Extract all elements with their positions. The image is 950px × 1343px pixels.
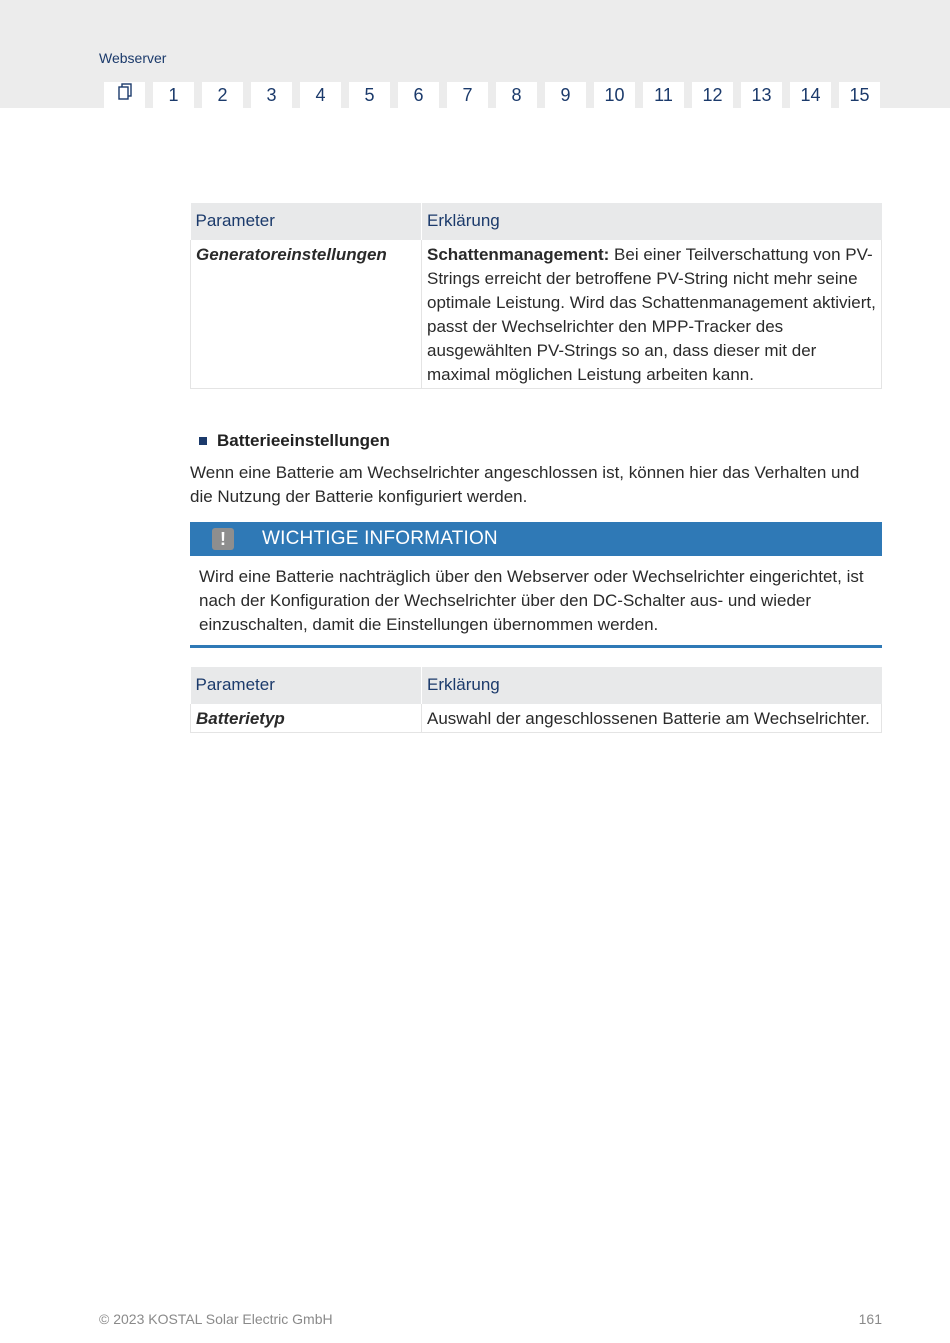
info-divider	[190, 645, 882, 648]
tab-chapter-15[interactable]: 15	[839, 82, 880, 108]
column-header-explanation: Erklärung	[422, 203, 882, 240]
column-header-parameter: Parameter	[191, 667, 422, 704]
tab-chapter-7[interactable]: 7	[447, 82, 488, 108]
column-header-parameter: Parameter	[191, 203, 422, 240]
tab-chapter-11[interactable]: 11	[643, 82, 684, 108]
chapter-tabs	[104, 82, 880, 108]
generator-settings-table	[190, 203, 882, 389]
parameter-name: Generatoreinstellungen	[191, 240, 422, 389]
parameter-name: Batterietyp	[191, 704, 422, 733]
tab-chapter-10[interactable]: 10	[594, 82, 635, 108]
tab-chapter-14[interactable]: 14	[790, 82, 831, 108]
tab-chapter-12[interactable]: 12	[692, 82, 733, 108]
tab-chapter-13[interactable]: 13	[741, 82, 782, 108]
exclamation-icon: !	[212, 528, 234, 550]
explanation-text: Bei einer Teilverschattung von PV-Strings erreicht der betroffene PV-String nicht mehr seine optimale Leistung. Wird das Schattenmanagement aktiviert, passt der Wechselrichter den MPP-Tracker des ausgewählten PV-Strings so an, dass dieser mit der maximal möglichen Leistung arbeiten kann.	[427, 245, 876, 384]
bullet-square-icon	[199, 437, 207, 445]
parameter-explanation	[422, 240, 882, 389]
tab-chapter-1[interactable]: 1	[153, 82, 194, 108]
important-info-text: Wird eine Batterie nachträglich über den Webserver oder Wechselrichter eingerichtet, ist nach der Konfiguration der Wechselrichter über den DC-Schalter aus- und wieder einzuschalten, damit die Einstellungen übernommen werden.	[199, 567, 864, 634]
explanation-term: Schattenmanagement:	[427, 245, 610, 264]
section-title: Webserver	[99, 50, 167, 66]
tab-contents[interactable]	[104, 82, 145, 108]
column-header-explanation: Erklärung	[422, 667, 882, 704]
pages-icon	[117, 82, 133, 108]
tab-chapter-5[interactable]: 5	[349, 82, 390, 108]
table-row	[191, 240, 882, 389]
table-row	[191, 704, 882, 733]
tab-chapter-8[interactable]: 8	[496, 82, 537, 108]
tab-chapter-9[interactable]: 9	[545, 82, 586, 108]
battery-settings-paragraph: Wenn eine Batterie am Wechselrichter angeschlossen ist, können hier das Verhalten und die Nutzung der Batterie konfiguriert werden.	[190, 463, 860, 506]
important-info-title: WICHTIGE INFORMATION	[262, 528, 498, 549]
footer-copyright: © 2023 KOSTAL Solar Electric GmbH	[99, 1311, 333, 1327]
tab-chapter-2[interactable]: 2	[202, 82, 243, 108]
tab-chapter-4[interactable]: 4	[300, 82, 341, 108]
battery-settings-heading-text: Batterieeinstellungen	[217, 431, 390, 450]
table-header-row	[191, 667, 882, 704]
battery-settings-table	[190, 667, 882, 733]
parameter-explanation: Auswahl der angeschlossenen Batterie am Wechselrichter.	[422, 704, 882, 733]
tab-chapter-3[interactable]: 3	[251, 82, 292, 108]
page-number: 161	[858, 1311, 882, 1327]
table-header-row	[191, 203, 882, 240]
battery-settings-heading	[199, 431, 390, 451]
tab-chapter-6[interactable]: 6	[398, 82, 439, 108]
important-info-banner	[190, 522, 882, 556]
